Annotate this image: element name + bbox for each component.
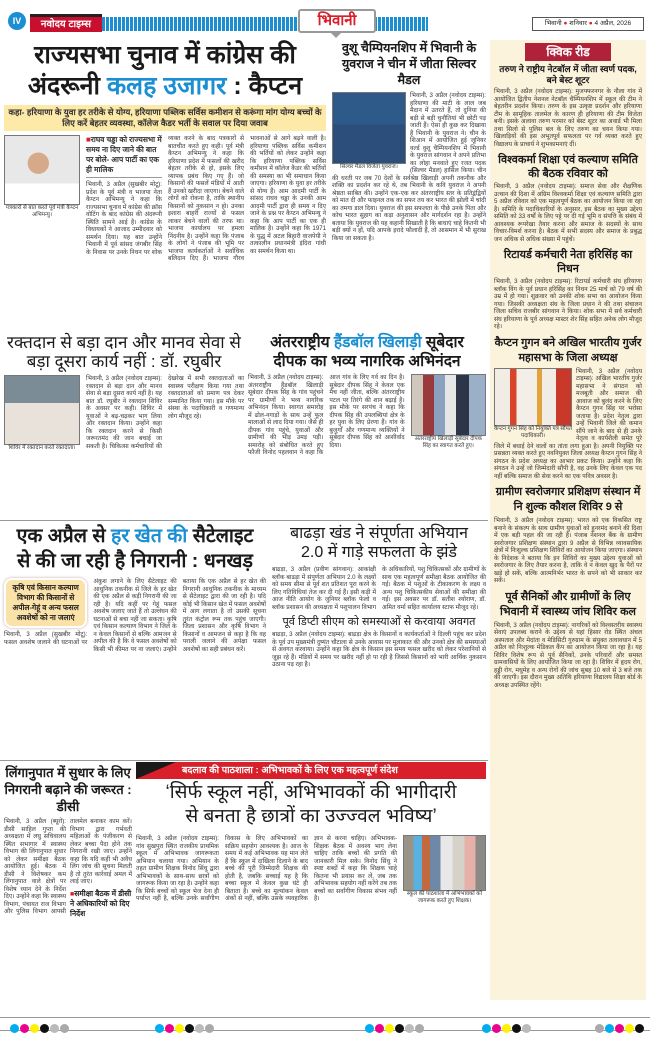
- school-kicker-text: बदलाव की पाठशाला : अभिभावकों के लिए एक महत्वपूर्ण संदेश: [182, 765, 398, 776]
- school-photo: [403, 835, 486, 891]
- handball-headline-highlight: हैंडबॉल खिलाड़ी: [333, 334, 422, 351]
- lead-callout: ■राघव चड्ढा को राज्यसभा में समय ना दिए जाने की बात पर बोले- आप पार्टी का एक ही मालिक: [86, 135, 162, 178]
- quick-read-headline: तरुण ने राष्ट्रीय नेटबॉल में जीता स्वर्ण पदक, बने बेस्ट शूटर: [499, 64, 637, 85]
- lead-callout-text: राघव चड्ढा को राज्यसभा में समय ना दिए जाने की बात पर बोले- आप पार्टी का एक ही मालिक: [86, 135, 162, 174]
- handball-photo-block: [411, 374, 486, 450]
- school-kicker: [136, 762, 486, 779]
- lead-body: [4, 135, 326, 263]
- quick-read-body: भिवानी, 3 अप्रैल (नवोदय टाइम्स): भारत को एक विकसित राष्ट्र बनाने के संकल्प के साथ ग्रामीण युवाओं को हुनरमंद बनाने की दिशा में एक बड़ी पहल की जा रही है। पंजाब नेशनल बैंक के ग्रामीण स्वरोजगार प्रशिक्षण संस्थान द्वारा 9 अप्रैल से विभिन्न व्यावसायिक क्षेत्रों में निःशुल्क प्रशिक्षण शिविरों का आयोजन किया जाएगा। संस्थान के निदेशक ने बताया कि इन शिविरों का मुख्य उद्देश्य युवाओं को स्वरोजगार के लिए तैयार करना है, ताकि वे न केवल खुद के पैरों पर खड़े हो सकें, बल्कि आत्मनिर्भर भारत के सपने को भी साकार कर सकें।: [494, 517, 642, 584]
- color-marks: [10, 1020, 70, 1038]
- wushu-photo: [332, 92, 406, 164]
- handball-body-text: भिवानी, 3 अप्रैल (नवोदय टाइम्स): अंतरराष्ट्रीय हैंडबॉल खिलाड़ी सूबेदार दीपक सिंह के गांव पहुंचने पर ग्रामीणों ने भव्य नागरिक अभिनंदन किया। स्वागत समारोह में ढोल-नगाड़ों के साथ उन्हें फूल मालाओं से लाद दिया गया। जैसे ही दीपक गांव पहुंचे, युवाओं और ग्रामीणों की भीड़ उमड़ पड़ी। समारोह को संबोधित करते हुए फौजी विनोद पहलवान ने कहा कि आज गांव के लिए गर्व का दिन है। सूबेदार दीपक सिंह ने केवल एक मैच नहीं जीता, बल्कि अंतरराष्ट्रीय पटल पर तिरंगे की शान बढ़ाई है। इस मौके पर सरपंच ने कहा कि दीपक सिंह की उपलब्धियां क्षेत्र के हर युवा के लिए प्रेरणा हैं। गांव के बुजुर्गों और गणमान्य व्यक्तियों ने सूबेदार दीपक सिंह को आशीर्वाद दिया।: [248, 374, 405, 456]
- lead-headline-highlight: कलह उजागर: [106, 72, 227, 100]
- quick-read-headline: विश्वकर्मा शिक्षा एवं कल्याण समिति की बैठक रविवार को: [498, 154, 638, 180]
- section-pointer: [331, 33, 341, 38]
- quick-read-title: क्विक रीड: [525, 43, 611, 61]
- quick-read-headline: पूर्व सैनिकों और ग्रामीणों के लिए भिवानी में स्वास्थ्य जांच शिविर कल: [500, 590, 636, 618]
- gugan-photo-block: [494, 368, 572, 440]
- handball-story: [248, 333, 486, 518]
- lead-headline-line2: [4, 71, 326, 102]
- gugan-body-text: भिवानी, 3 अप्रैल (नवोदय टाइम्स): अखिल भारतीय गुर्जर महासभा ने संगठन को मजबूती और समाज की आवाज को बुलंद करने के लिए कैप्टन गुगन सिंह पर भरोसा जताया है। प्रदेश नेतृत्व द्वारा उन्हें भिवानी जिले की कमान सौंपे जाने के बाद से ही उनके नेतृत्व व कार्यशैली समेत पूरे जिले में बधाई देने वालों का तांता लगा हुआ है। अपनी नियुक्ति पर प्रसन्नता व्यक्त करते हुए नवनियुक्त जिला अध्यक्ष कैप्टन गुगन सिंह ने संगठन के प्रदेश अध्यक्ष का आभार प्रकट किया। उन्होंने कहा कि संगठन ने उन्हें जो जिम्मेदारी सौंपी है, वह उनके लिए केवल एक पद नहीं बल्कि समाज की सेवा करने का एक पवित्र अवसर है।: [494, 367, 642, 480]
- dc-body: [4, 818, 132, 919]
- satellite-headline-part: एक अप्रैल से: [16, 525, 112, 547]
- lead-headline-line1: राज्यसभा चुनाव में कांग्रेस की: [34, 41, 296, 69]
- quick-read-body: भिवानी, 3 अप्रैल (नवोदय टाइम्स): समाज सेवा और शैक्षणिक उत्थान की दिशा में अग्रिम विश्वकर्मा शिक्षा एवं कल्याण समिति द्वारा 5 अप्रैल रविवार को एक महत्वपूर्ण बैठक का आयोजन किया जा रहा है। समिति के पदाधिकारियों के अनुसार, इस बैठक का मुख्य उद्देश्य समिति को 33 वर्षों के लिए पट्टे पर दी गई भूमि व संपत्ति के संबंध में आवश्यक रूपरेखा तैयार करना और समाज के सदस्यों के साथ विचार-विमर्श करना है। बैठक में सभी सदस्य और समाज के प्रबुद्ध जन अधिक से अधिक संख्या में पहुंचें।: [494, 183, 642, 243]
- divider: [0, 760, 488, 761]
- badhra-sub-body: बाढड़ा, 3 अप्रैल (नवोदय टाइम्स): बाढड़ा क्षेत्र के किसानों व कार्यकर्ताओं ने दिल्ली पहुंच कर प्रदेश के पूर्व उप मुख्यमंत्री दुष्यंत चौटाला से उनके आवास पर मुलाकात की और उनको क्षेत्र की समस्याओं से अवगत करवाया। उन्होंने कहा कि क्षेत्र के किसान इस समय फसल खरीद को लेकर परेशानियों से जूझ रहे हैं। मंडियों में समय पर खरीद नहीं हो पा रही है जिससे किसानों को भारी आर्थिक नुकसान उठाना पड़ रहा है।: [272, 631, 486, 668]
- satellite-body-text: भिवानी, 3 अप्रैल (सुखबीर मोटू): फसल अवशेष जलाने की घटनाओं पर अंकुश लगाने के लिए सैटेलाइट की आधुनिक तकनीक से जिले के हर खेत की एक अप्रैल से कड़ी निगरानी की जा रही है। यदि कहीं पर गेहूं फसल अवशेष जलाए जाते हैं तो उल्लंघन की घटनाओं से बचा नहीं जा सकता। कृषि एवं किसान कल्याण विभाग ने जिले के न केवल किसानों से बल्कि आमजन से अपील की है कि वे फसल अवशेषों को किसी भी कीमत पर ना जलाएं। उन्होंने बताया कि एक अप्रैल से हर खेत की निगरानी आधुनिक तकनीक के माध्यम से सैटेलाइट द्वारा की जा रही है। यदि कोई भी किसान खेत में फसल अवशेषों में आग लगाता है तो उसकी सूचना तुरंत कंट्रोल रूम तक पहुंच जाएगी। जिला प्रशासन और कृषि विभाग ने किसानों व आमजन से कहा है कि वह पराली जलाने की अपेक्षा फसल अवशेषों का सही प्रबंधन करें।: [4, 578, 266, 653]
- dateline: भिवानी ● शनिवार ● 4 अप्रैल, 2026: [532, 17, 644, 31]
- dc-callout: ■समीक्षा बैठक में डीसी ने अधिकारियों को दिए निर्देश: [70, 888, 132, 918]
- handball-headline: [248, 333, 486, 371]
- quick-read-body: भिवानी, 3 अप्रैल (नवोदय टाइम्स): मुजफ्फरनगर के नौला गांव में आयोजित द्वितीय नेशनल नेटबॉल चैम्पियनशिप में स्कूल की टीम ने बेहतरीन प्रदर्शन किया। तरुण के इस उत्कृष्ट प्रदर्शन और हरियाणा टीम के सामूहिक तालमेल के कारण ही हरियाणा की टीम विजेता बनी। इसके अलावा तरुण परमार को बेस्ट शूटर का अवार्ड भी मिला तथा सिलो से पुलिस बल के लिए तरुण का चयन किया गया। खिलाड़ियों की इस अभूतपूर्व सफलता पर गर्व व्यक्त करते हुए विद्यालय के प्राचार्य ने शुभकामनाएं दीं।: [494, 88, 642, 148]
- masthead: [0, 0, 650, 38]
- lead-photo: [4, 135, 80, 205]
- quick-read-headline: ग्रामीण स्वरोजगार प्रशिक्षण संस्थान में नि शुल्क कौशल शिविर 9 से: [495, 486, 641, 513]
- wushu-photo-caption: सिल्वर मैडल विजेता युवराज।: [340, 164, 398, 170]
- satellite-headline-line1: [4, 524, 266, 549]
- quick-read-body: [494, 368, 642, 481]
- handball-headline-part: सूबेदार: [421, 334, 464, 351]
- dateline-city: भिवानी: [544, 20, 562, 27]
- lead-headline-part: : कैप्टन: [226, 72, 303, 100]
- quick-read-headline: कैप्टन गुगन बने अखिल भारतीय गुर्जर महासभा के जिला अध्यक्ष: [494, 336, 642, 364]
- school-photo-caption: स्कूल की पाठशाला में अभिभावकों को जागरूक करते हुए शिक्षक।: [406, 891, 483, 904]
- badhra-story: [272, 524, 486, 759]
- school-headline-line1: ‘सिर्फ स्कूल नहीं, अभिभावकों की भागीदारी: [165, 782, 457, 803]
- section-title: भिवानी: [298, 9, 376, 33]
- blood-body-text: भिवानी, 3 अप्रैल (नवोदय टाइम्स): रक्तदान से बड़ा दान और मानव सेवा से बड़ा दूसरा कार्य नहीं है। यह बात डॉ. रघुबीर ने रक्तदान शिविर के अवसर पर कही। शिविर में युवाओं ने बढ़-चढ़कर भाग लिया और रक्तदान किया। उन्होंने कहा कि रक्तदान करने से किसी जरूरतमंद की जान बचाई जा सकती है। चिकित्सा कर्मचारियों की देखरेख में सभी रक्तदाताओं का स्वास्थ्य परीक्षण किया गया तथा रक्तदाताओं को प्रमाण पत्र देकर सम्मानित किया गया। इस मौके पर संस्था के पदाधिकारी व गणमान्य लोग मौजूद रहे।: [86, 375, 244, 450]
- satellite-callout: कृषि एवं किसान कल्याण विभाग की किसानों से अपील-गेहूं व अन्य फसल अवशेषों को ना जलाएं: [4, 578, 87, 628]
- kicker-wedge: [136, 762, 176, 779]
- satellite-headline-highlight: हर खेत की: [111, 525, 188, 547]
- wushu-story: [332, 40, 486, 330]
- dc-story: [4, 764, 132, 1000]
- blood-photo-block: [4, 375, 80, 452]
- blood-headline: रक्तदान से बड़ा दान और मानव सेवा से बड़ा दूसरा कार्य नहीं : डॉ. रघुबीर: [7, 333, 241, 371]
- color-marks: [595, 1020, 645, 1038]
- badhra-headline-line1: बाढड़ा खंड ने संपूर्णता अभियान: [290, 525, 468, 542]
- satellite-body: [4, 578, 266, 653]
- page-number: IV: [8, 12, 26, 30]
- brand-logo: नवोदय टाइम्स: [30, 14, 102, 32]
- quick-read-headline: रिटायर्ड कर्मचारी नेता हरिसिंह का निधन: [503, 249, 633, 275]
- handball-photo-caption: अंतरराष्ट्रीय खिलाड़ी सूबेदार दीपक सिंह का स्वागत करते हुए।: [414, 436, 483, 449]
- handball-photo: [411, 374, 486, 436]
- blood-body: [4, 375, 244, 452]
- color-marks: [482, 1020, 532, 1038]
- quick-read-body: भिवानी, 3 अप्रैल (नवोदय टाइम्स): नागरिकों को विश्वस्तरीय स्वास्थ्य सेवाएं उपलब्ध कराने के उद्देश्य से यहां हिसार रोड स्थित अंचल अस्पताल और मेदांता व मेडिसिटी गुरुग्राम के संयुक्त तत्वावधान में 5 अप्रैल को निःशुल्क मेडिकल कैंप का आयोजन किया जा रहा है। यह शिविर विशेष रूप से पूर्व सैनिकों, उनके परिवारों और समस्त ग्रामवासियों के लिए आयोजित किया जा रहा है। शिविर में हृदय रोग, हड्डी रोग, मधुमेह व अन्य रोगों की जांच सुबह 10 बजे से 3 बजे तक की जाएगी। इस दौरान मुख्य अतिथि हरियाणा विद्यालय शिक्षा बोर्ड के अध्यक्ष उपस्थित रहेंगे।: [494, 621, 642, 689]
- color-marks: [155, 1020, 215, 1038]
- lead-body-text: भिवानी, 3 अप्रैल (सुखबीर मोटू): प्रदेश के पूर्व मंत्री व भाजपा नेता कैप्टन अभिमन्यु ने कहा कि राज्यसभा चुनाव में कांग्रेस की क्रॉस वोटिंग के बाद कांग्रेस की अंदरूनी स्थिति सामने आई है। कांग्रेस के विधायकों ने आजाद उम्मीदवार को समर्थन दिया। यह बात उन्होंने भिवानी में पूर्व सांसद जंगबीर सिंह के निवास पर उनके निधन पर शोक व्यक्त करने के बाद पत्रकारों से बातचीत करते हुए कही। पूर्व मंत्री कैप्टन अभिमन्यु ने कहा कि हरियाणा प्रदेश में फसलों की खरीद बेहतर तरीके से हो, इसके लिए व्यापक प्रबंध किए गए हैं। जो किसानों की फसलें मंडियों में आती हैं उनको खरीदा जाएगा। बेचने वाले लोगों को रोकना है, ताकि स्थानीय किसानों को नुकसान न हो। उनका इशारा बाहरी राज्यों से फसल लाकर बेचने वालों की तरफ था। भाजपा कार्यालय पर हमला निंदनीय है। उन्होंने कहा कि पंजाब के लोगों ने पंजाब की भूमि पर भाजपा कार्यकर्ताओं ने सर्वाधिक बलिदान दिए हैं। भाजपा गौरव भावनाओं से आगे बढ़ने वाली है। हरियाणा पब्लिक सर्विस कमीशन की भर्तियों को लेकर उन्होंने कहा कि हरियाणा पब्लिक सर्विस कमीशन में कॉलेज कैडर की भर्तियों की समस्या का भी समाधान किया जाएगा। हरियाणा के युवा हर तरीके से योग्य हैं। आम आदमी पार्टी के सांसद राघव चड्ढा के उनकी आम आदमी पार्टी द्वारा ही समय न दिए जाने के प्रश्न पर कैप्टन अभिमन्यु ने कहा कि आप पार्टी का एक ही मालिक है। उन्होंने कहा कि 1971 के युद्ध में अटल बिहारी वाजपेयी ने तत्कालीन प्रधानमंत्री इंदिरा गांधी का समर्थन किया था।: [86, 135, 326, 262]
- lead-photo-caption: पत्रकारों से बात करते पूर्व मंत्री कैप्टन अभिमन्यु।: [5, 205, 79, 218]
- badhra-headline: [272, 524, 486, 562]
- lead-subheadline: कहा- हरियाणा के युवा हर तरीके से योग्य, हरियाणा पब्लिक सर्विस कमीशन से करूंगा मांग योग्य बच्चों के लिए करें बेहतर व्यवस्था, कॉलेज कैडर भर्ती के सवाल पर दिया जवाब: [4, 105, 326, 131]
- gugan-photo: [494, 368, 572, 426]
- dc-callout-text: समीक्षा बैठक में डीसी ने अधिकारियों को दिए निर्देश: [70, 888, 132, 918]
- school-headline: [136, 781, 486, 829]
- color-marks: [365, 1020, 425, 1038]
- dc-headline: लिंगानुपात में सुधार के लिए निगरानी बढ़ाने की जरूरत : डीसी: [4, 765, 132, 814]
- wushu-body-text: भिवानी, 3 अप्रैल (नवोदय टाइम्स): हरियाणा की माटी के लाल जब मैदान में उतरते हैं, तो दुनिया की बड़ी से बड़ी चुनौतियां भी छोटी पड़ जाती हैं। ऐसा ही कुछ कर दिखाया है भिवानी के युवराज ने। चीन के शिआन में आयोजित हुई जूनियर वर्ल्ड वुशू चैम्पियनशिप में भिवानी के युवराज सांगवान ने अपने प्रतिभा का लोहा मनवाते हुए रजत पदक (सिल्वर मैडल) हासिल किया। चीन की धरती पर जब 70 देशों के सर्वश्रेष्ठ खिलाड़ी अपनी तकनीक और शक्ति का प्रदर्शन कर रहे थे, तब भिवानी के कवि युवराज ने अपनी श्रेष्ठता साबित की। उन्होंने एक-एक कर अंतरराष्ट्रीय स्तर के प्रतिद्वंद्वियों को मात दी और फाइनल तक का सफर तय कर भारत की झोली में चांदी का तमगा डाल दिया। युवराज की इस सफलता के पीछे उनके पिता और कोच भारत सुहाग का कड़ा अनुशासन और मार्गदर्शन रहा है। उन्होंने बताया कि युवराज की यह कहानी सिखाती है कि बाधाएं चाहे कितनी भी बड़ी क्यों न हों, यदि आपके इरादे फौलादी हैं, तो आसमान में भी सुराख किया जा सकता है।: [332, 92, 486, 242]
- school-body-text: भिवानी, 3 अप्रैल (नवोदय टाइम्स): गांव सुखपुरा स्थित राजकीय प्राथमिक स्कूल में अभिभावक जागरूकता अभियान चलाया गया। अभियान के तहत ग्रामीण शिक्षक विनोद सिंधु द्वारा अभिभावकों के साथ-साथ छात्रों को जागरूक किया जा रहा है। उन्होंने कहा कि सिर्फ बच्चों को स्कूल भेज देना ही पर्याप्त नहीं है, बल्कि उनके सर्वांगीण विकास के लिए अभिभावकों का सक्रिय सहयोग आवश्यक है। आज के समय में कई अभिभावक यह मान लेते हैं कि स्कूल में दाखिला दिलाने के बाद बच्चे की पूरी जिम्मेदारी शिक्षक की होती है, जबकि सच्चाई यह है कि बच्चा स्कूल में केवल कुछ घंटे ही बिताता है। बच्चे का मूल्यांकन केवल अंकों से नहीं, बल्कि उसके व्यवहारिक ज्ञान से करना चाहिए। अभिभावक-शिक्षक बैठक में अवश्य भाग लेना चाहिए ताकि बच्चों की प्रगति की जानकारी मिल सके। विनोद सिंधु ने स्पष्ट शब्दों में कहा कि शिक्षक चाहे कितना भी प्रयास कर लें, जब तक अभिभावक सहयोग नहीं करेंगे तब तक बच्चों का सर्वांगीण विकास संभव नहीं है।: [136, 835, 397, 902]
- satellite-headline-line2: से की जा रही है निगरानी : धनखड़: [17, 550, 253, 572]
- handball-headline-part: अंतरराष्ट्रीय: [270, 334, 334, 351]
- handball-body: [248, 374, 486, 457]
- badhra-subheadline: पूर्व डिप्टी सीएम को समस्याओं से करवाया अवगत: [282, 616, 476, 628]
- dateline-day: शनिवार: [569, 20, 587, 27]
- wushu-headline: वुशू चैम्पियनशिप में भिवानी के युवराज ने चीन में जीता सिल्वर मैडल: [341, 41, 477, 87]
- school-body: [136, 835, 486, 905]
- wushu-photo-block: [332, 92, 406, 171]
- school-headline-line2: से बनता है छात्रों का उज्ज्वल भविष्य’: [185, 806, 437, 827]
- quick-read-body: भिवानी, 3 अप्रैल (नवोदय टाइम्स): रिटायर्ड कर्मचारी संघ हरियाणा ब्लॉक विंग के पूर्व प्रधान हरिसिंह का निधन 25 मार्च को 79 वर्ष की उम्र में हो गया। शुक्रवार को उनकी शोक सभा का आयोजन किया गया। जिसकी अध्यक्षता संघ के जिला प्रधान ने की तथा संचालन जिला सचिव राजबीर सांगवान ने किया। शोक सभा में सर्व कर्मचारी संघ हरियाणा के पूर्व अध्यक्ष मास्टर शेर सिंह सहित अनेक लोग मौजूद रहे।: [494, 278, 642, 330]
- blood-donation-story: [4, 333, 244, 518]
- satellite-headline: [4, 524, 266, 574]
- quick-read-column: [490, 40, 646, 1000]
- lead-photo-block: [4, 135, 80, 219]
- dateline-date: 4 अप्रैल, 2026: [594, 20, 632, 27]
- school-photo-block: [403, 835, 486, 905]
- satellite-headline-part: सैटेलाइट: [187, 525, 254, 547]
- wushu-body: [332, 92, 486, 242]
- blood-photo: [4, 375, 80, 445]
- gugan-photo-caption: कैप्टन गुगन सिंह को नियुक्ति पत्र सौंपते पदाधिकारी।: [494, 425, 572, 439]
- lead-headline-part: अंदरूनी: [27, 72, 107, 100]
- dc-body-text: भिवानी, 3 अप्रैल (ब्यूरो): डीसी साहिल गुप्ता की अध्यक्षता में लघु सचिवालय स्थित सभागार में स्वास्थ्य विभाग की लिंगानुपात सुधार को लेकर समीक्षा बैठक आयोजित हुई। बैठक में डीसी ने विशेषकर कम लिंगानुपात वाले क्षेत्रों पर विशेष ध्यान देने के निर्देश दिए। उन्होंने कहा कि स्वास्थ्य विभाग, पंचायत राज विभाग और पुलिस विभाग आपसी तालमेल बनाकर काम करें। विभाग द्वारा गर्भवती महिलाओं के पंजीकरण से लेकर बच्चा पैदा होने तक निगरानी रखी जाए। उन्होंने कहा कि यदि कहीं भी अवैध लिंग जांच की सूचना मिलती है तो तुरंत कार्रवाई अमल में लाई जाए।: [4, 818, 132, 915]
- lead-story: [4, 40, 326, 330]
- header-stripe: [102, 17, 428, 31]
- handball-headline-line2: दीपक का भव्य नागरिक अभिनंदन: [273, 353, 461, 370]
- handball-headline-line1: [248, 333, 486, 352]
- badhra-headline-line2: 2.0 में गाड़े सफलता के झंडे: [301, 544, 457, 561]
- registration-strip: [0, 1017, 650, 1031]
- badhra-body: बाढड़ा, 3 अप्रैल (प्रवीण सांगवान): आकांक्षी ब्लॉक बाढड़ा में संपूर्णता अभियान 2.0 के लक्ष्यों को समय सीमा से पूर्व शत प्रतिशत पूरा करने के लिए गतिविधियां तेज कर दी गई हैं। इसी कड़ी में आज नीति आयोग के जुनियर ब्लॉक फेलो व ब्लॉक प्रशासन की अध्यक्षता में पशुपालन विभाग के अधिकारियों, पशु चिकित्सकों और ग्रामीणों के साथ एक महत्वपूर्ण समीक्षा बैठक आयोजित की गई। बैठक में पशुओं के टीकाकरण के लक्ष्य व अन्य पशु चिकित्सकीय सेवाओं की समीक्षा की गई। इस अवसर पर डॉ. सतीश श्योराण, डॉ. अमित वर्मा सहित कार्यालय स्टाफ मौजूद रहे।: [272, 566, 486, 611]
- school-story: [136, 762, 486, 1000]
- blood-photo-caption: शिविर में रक्तदान करते रक्तदाता।: [8, 445, 76, 451]
- lead-headline: [4, 40, 326, 102]
- divider: [0, 520, 488, 521]
- satellite-story: [4, 524, 266, 759]
